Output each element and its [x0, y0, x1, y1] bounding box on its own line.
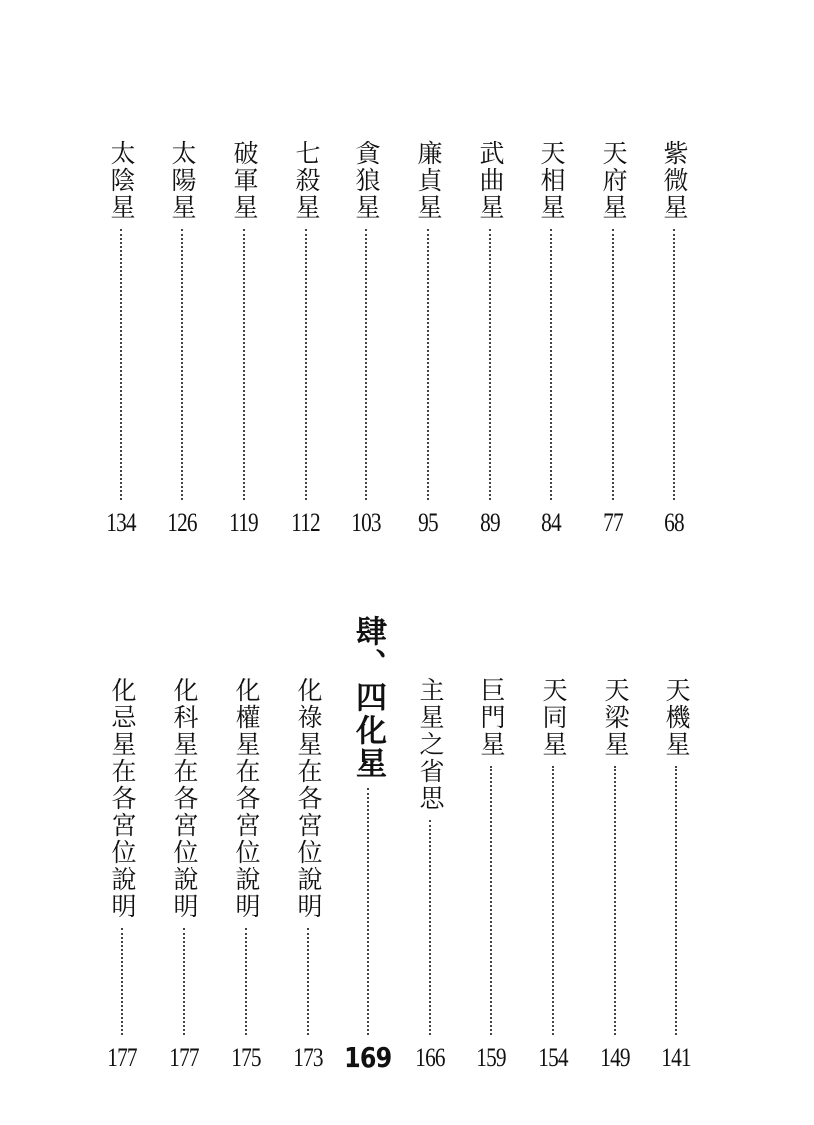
toc-entry-page: 103 [351, 508, 381, 537]
toc-entry-title: 化權星在各宮位說明 [232, 677, 261, 920]
toc-entry-page: 126 [167, 508, 197, 537]
dotted-leader [429, 820, 431, 1035]
dotted-leader [550, 229, 552, 500]
toc-entry-title: 紫微星 [660, 140, 689, 221]
toc-entry[interactable] [412, 615, 448, 1075]
section-heading-4[interactable] [344, 615, 392, 1075]
dotted-leader [489, 229, 491, 500]
toc-entry[interactable] [597, 615, 633, 1075]
toc-entry-title: 化忌星在各宮位說明 [108, 677, 137, 920]
toc-entry-title: 天府星 [599, 140, 628, 221]
dotted-leader [427, 229, 429, 500]
toc-entry[interactable] [104, 615, 140, 1075]
toc-entry[interactable] [164, 140, 200, 540]
toc-entry-title: 巨門星 [477, 677, 506, 758]
toc-entry[interactable] [410, 140, 446, 540]
toc-entry-page: 68 [664, 508, 684, 537]
toc-entry-page: 166 [415, 1043, 445, 1072]
dotted-leader [181, 229, 183, 500]
toc-entry-page: 119 [229, 508, 259, 537]
toc-entry-page: 112 [291, 508, 321, 537]
toc-entry-page: 173 [293, 1043, 323, 1072]
dotted-leader [367, 788, 369, 1035]
dotted-leader [121, 928, 123, 1035]
section-title: 肆、四化星 [350, 615, 386, 780]
toc-entry[interactable] [535, 615, 571, 1075]
toc-entry[interactable] [348, 140, 384, 540]
toc-entry-title: 廉貞星 [414, 140, 443, 221]
toc-entry-title: 貪狼星 [352, 140, 381, 221]
toc-entry-title: 主星之省思 [416, 677, 445, 812]
dotted-leader [552, 766, 554, 1035]
dotted-leader [243, 229, 245, 500]
toc-entry[interactable] [228, 615, 264, 1075]
dotted-leader [612, 229, 614, 500]
toc-entry-page: 175 [231, 1043, 261, 1072]
dotted-leader [305, 229, 307, 500]
toc-entry-title: 化科星在各宮位說明 [170, 677, 199, 920]
toc-entry[interactable] [656, 140, 692, 540]
toc-entry[interactable] [290, 615, 326, 1075]
toc-entry-page: 134 [106, 508, 136, 537]
toc-entry[interactable] [473, 615, 509, 1075]
toc-entry[interactable] [288, 140, 324, 540]
toc-entry-page: 177 [107, 1043, 137, 1072]
toc-entry-title: 破軍星 [230, 140, 259, 221]
dotted-leader [614, 766, 616, 1035]
dotted-leader [673, 229, 675, 500]
toc-entry-title: 天同星 [539, 677, 568, 758]
dotted-leader [120, 229, 122, 500]
toc-entry-title: 化祿星在各宮位說明 [294, 677, 323, 920]
dotted-leader [307, 928, 309, 1035]
toc-entry-page: 159 [476, 1043, 506, 1072]
toc-entry-title: 天梁星 [601, 677, 630, 758]
toc-entry-title: 天機星 [662, 677, 691, 758]
toc-entry[interactable] [103, 140, 139, 540]
dotted-leader [183, 928, 185, 1035]
toc-entry-title: 天相星 [537, 140, 566, 221]
toc-entry-page: 141 [661, 1043, 691, 1072]
toc-entry[interactable] [226, 140, 262, 540]
toc-bottom-block [0, 615, 814, 1075]
toc-entry-page: 149 [600, 1043, 630, 1072]
toc-entry-title: 武曲星 [476, 140, 505, 221]
toc-entry-page: 154 [538, 1043, 568, 1072]
toc-entry[interactable] [472, 140, 508, 540]
toc-entry-page: 89 [480, 508, 500, 537]
toc-entry-title: 七殺星 [292, 140, 321, 221]
dotted-leader [365, 229, 367, 500]
toc-entry-title: 太陽星 [168, 140, 197, 221]
toc-entry-page: 95 [418, 508, 438, 537]
toc-entry[interactable] [166, 615, 202, 1075]
toc-entry-title: 太陰星 [107, 140, 136, 221]
toc-entry[interactable] [533, 140, 569, 540]
section-page: 169 [344, 1041, 392, 1074]
dotted-leader [245, 928, 247, 1035]
toc-entry-page: 177 [169, 1043, 199, 1072]
toc-entry-page: 77 [603, 508, 623, 537]
toc-entry[interactable] [595, 140, 631, 540]
toc-top-block [0, 140, 814, 540]
dotted-leader [490, 766, 492, 1035]
toc-entry[interactable] [658, 615, 694, 1075]
toc-entry-page: 84 [541, 508, 561, 537]
dotted-leader [675, 766, 677, 1035]
